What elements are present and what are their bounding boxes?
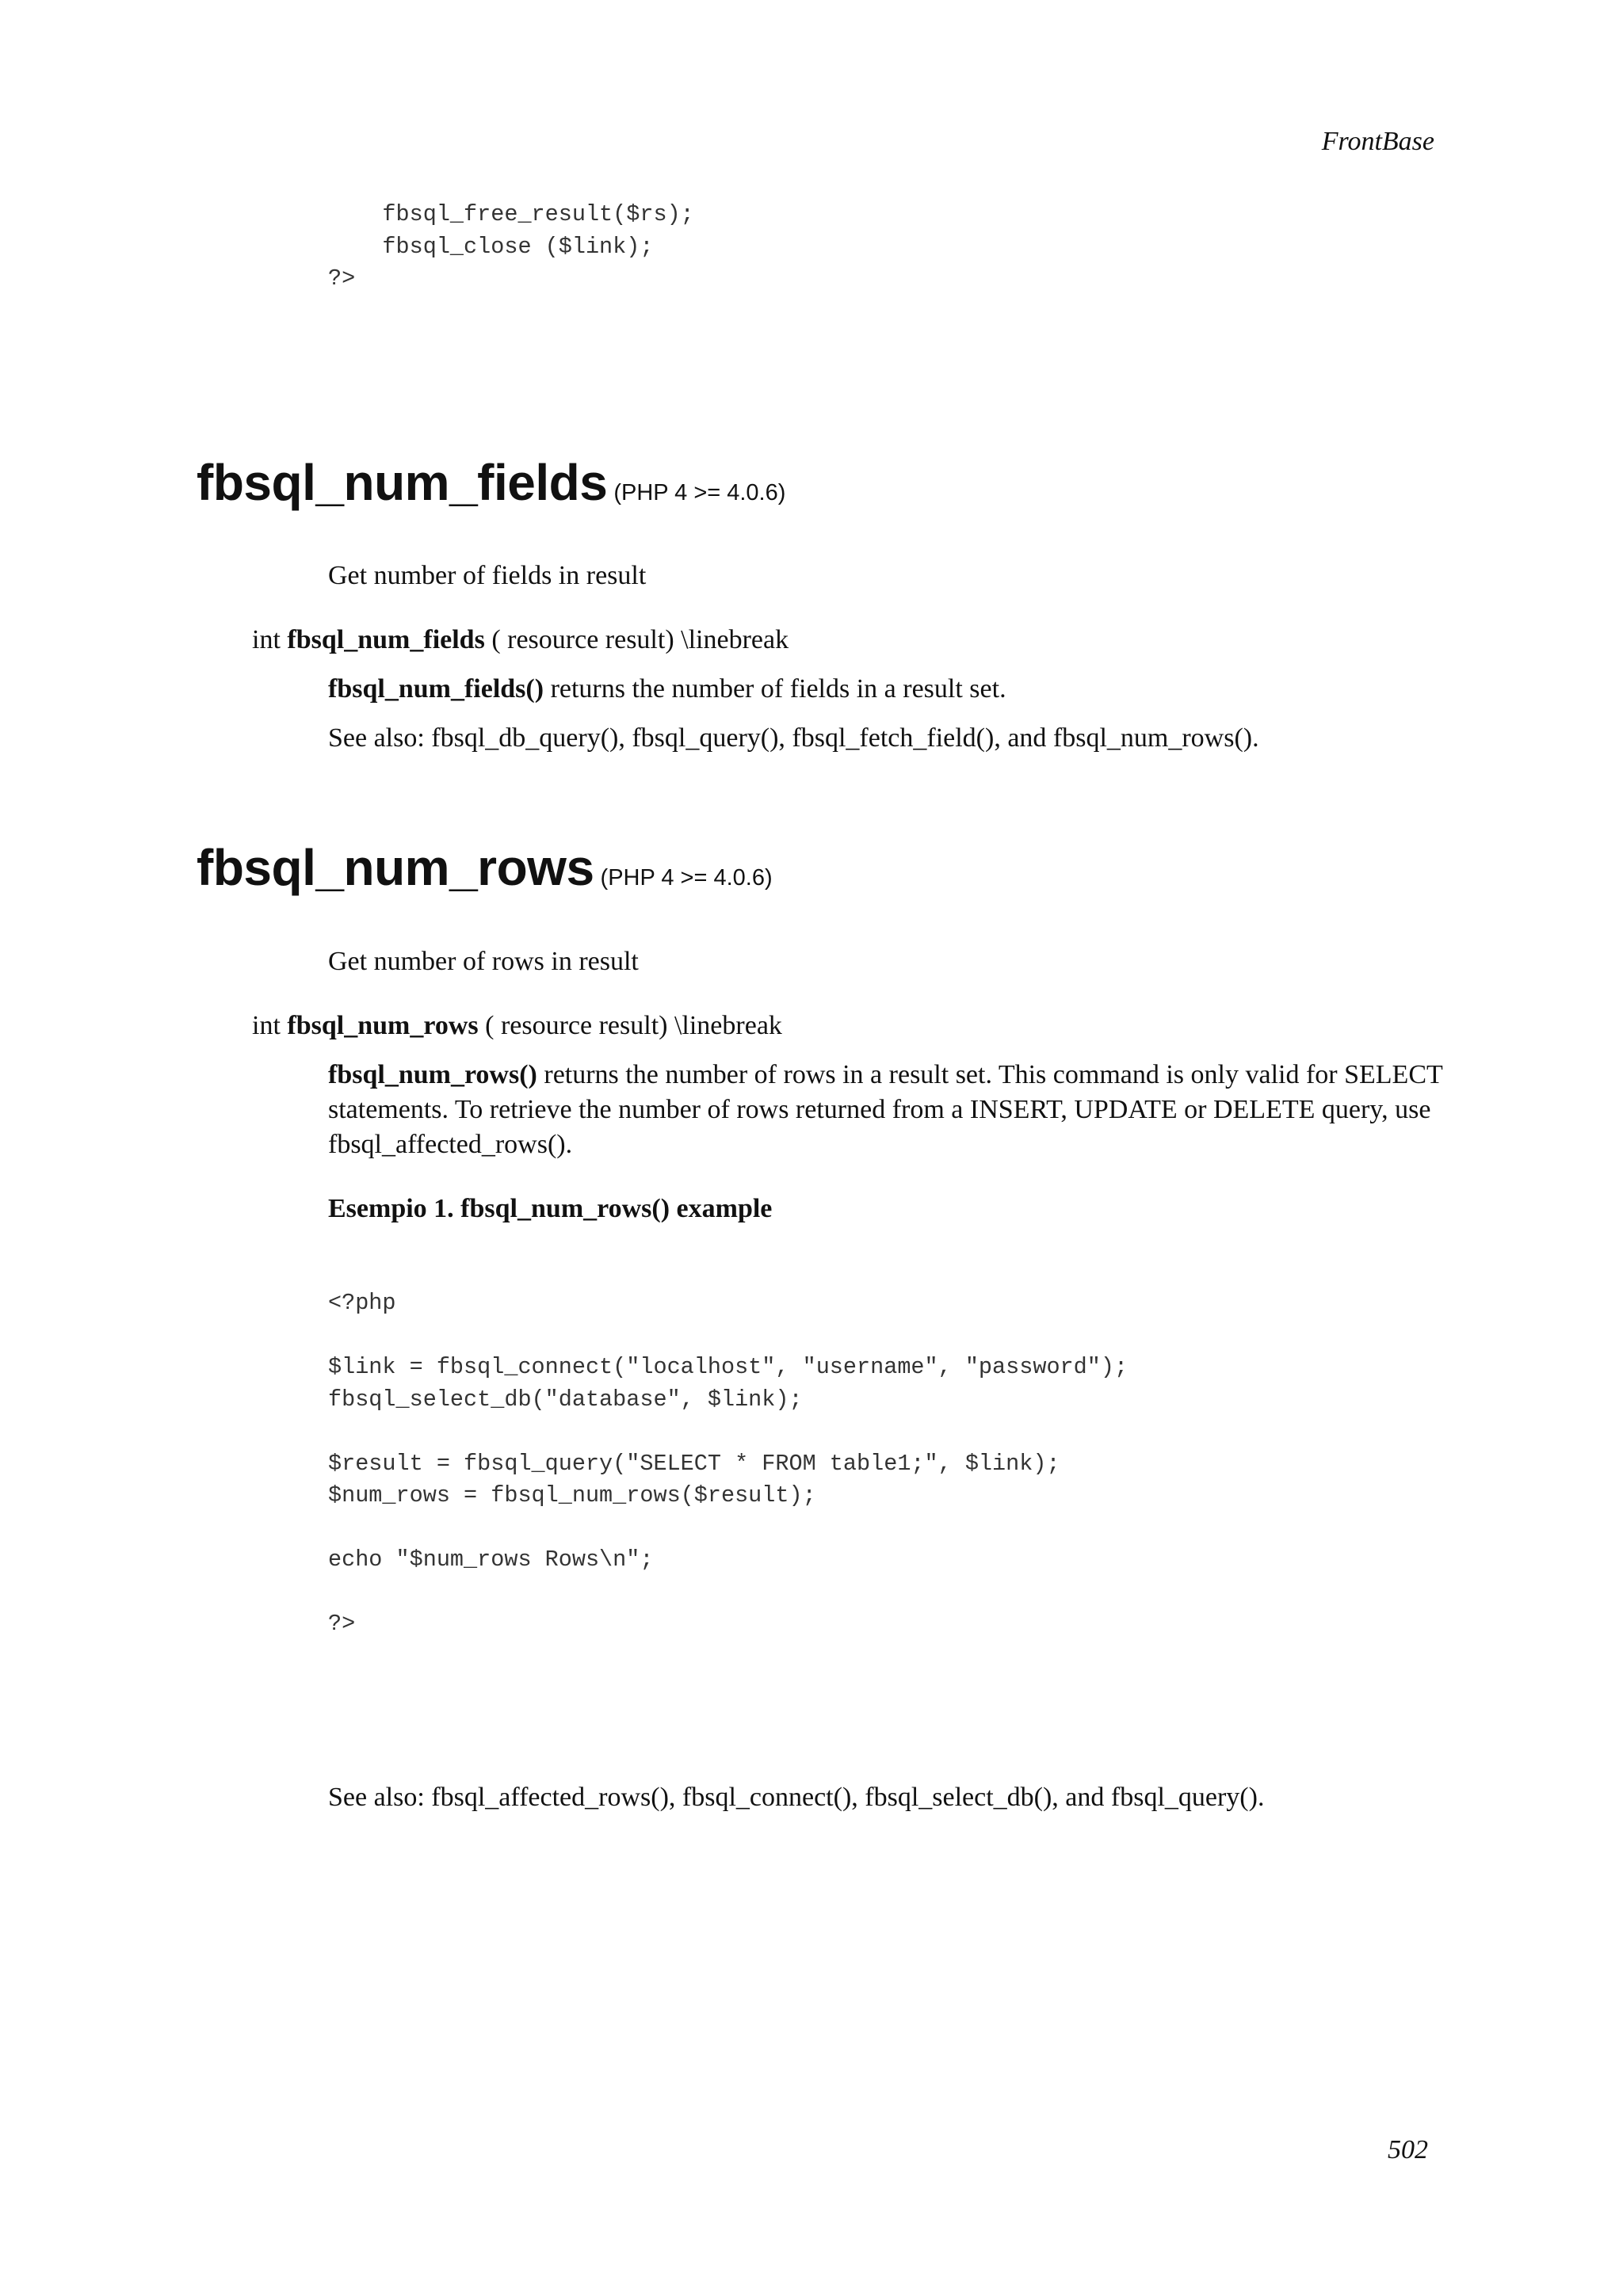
- example-code-block: <?php $link = fbsql_connect("localhost", "username", "password"); fbsql_select_db("database", $link); $result = fbsql_query("SELECT * FROM table1;", $link); $num_rows = fbsql_num_rows($result); echo "$num_rows Rows\n"; ?>: [328, 1290, 1128, 1637]
- function-synopsis: [252, 1009, 782, 1043]
- php-version: (PHP 4 >= 4.0.6): [600, 865, 773, 891]
- code-block-continuation: fbsql_free_result($rs); fbsql_close ($link); ?>: [328, 201, 694, 292]
- description-text: returns the number of rows in a result set. This command is only valid for SELECT statements. To retrieve the number of rows returned from a INSERT, UPDATE or DELETE query, use fbsql_affected_rows().: [328, 1060, 1443, 1159]
- running-header: FrontBase: [1321, 127, 1434, 156]
- return-type: int: [252, 625, 281, 654]
- entry-title-fbsql-num-rows: [197, 838, 773, 897]
- function-purpose: Get number of rows in result: [328, 947, 639, 976]
- description-function-ref: fbsql_num_fields(): [328, 674, 544, 704]
- function-synopsis: [252, 623, 789, 658]
- see-also: See also: fbsql_db_query(), fbsql_query(), fbsql_fetch_field(), and fbsql_num_rows().: [328, 723, 1259, 753]
- page-number: 502: [1388, 2135, 1428, 2164]
- return-type: int: [252, 1011, 281, 1040]
- function-name: fbsql_num_rows: [197, 839, 594, 896]
- function-description: [328, 672, 1438, 707]
- example-title-text: Esempio 1. fbsql_num_rows() example: [328, 1194, 773, 1223]
- entry-title-fbsql-num-fields: [197, 453, 785, 512]
- function-description: [328, 1058, 1445, 1162]
- synopsis-function-name: fbsql_num_fields: [287, 625, 485, 654]
- php-version: (PHP 4 >= 4.0.6): [613, 480, 786, 505]
- example-title: [328, 1192, 772, 1226]
- function-purpose: Get number of fields in result: [328, 561, 647, 590]
- see-also: See also: fbsql_affected_rows(), fbsql_connect(), fbsql_select_db(), and fbsql_query().: [328, 1783, 1265, 1812]
- description-function-ref: fbsql_num_rows(): [328, 1060, 537, 1089]
- synopsis-function-name: fbsql_num_rows: [287, 1011, 479, 1040]
- function-name: fbsql_num_fields: [197, 454, 608, 511]
- description-text: returns the number of fields in a result set.: [544, 674, 1006, 704]
- synopsis-params: ( resource result) \linebreak: [491, 625, 789, 654]
- synopsis-params: ( resource result) \linebreak: [485, 1011, 782, 1040]
